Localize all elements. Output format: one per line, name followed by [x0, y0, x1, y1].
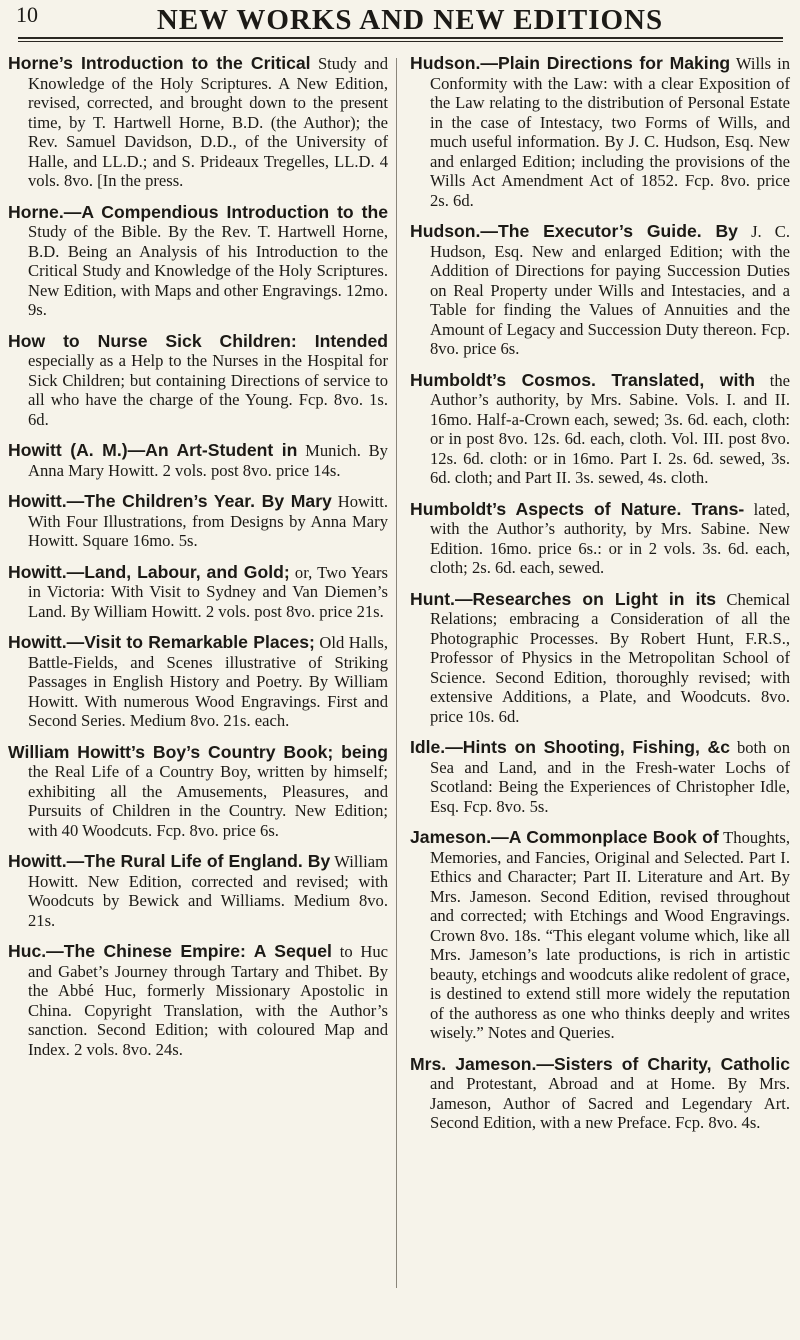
entry-text: J. C. Hudson, Esq. New and enlarged Edition; with the Addition of Directions for paying Succession Duties on Real Property under Wills and Intestacies, and a Table for finding the Values of Annuities and the Amount of Legacy and Succession Duty thereon. Fcp. 8vo. price 6s.: [430, 222, 790, 358]
entry-heading: Howitt.—Visit to Remarkable Places;: [8, 632, 315, 652]
entry-text: Thoughts, Memories, and Fancies, Original and Selected. Part I. Ethics and Character; Part II. Literature and Art. By Mrs. Jameson. Second Edition, revised throughout and corrected; with Etchings and Wood Engravings. Crown 8vo. 18s. “This elegant volume which, like all Mrs. Jameson’s late productions, is rich in artistic beauty, etchings and woodcuts alike redolent of grace, is destined to extend still more widely the reputation of the authoress as one who thinks deeply and writes wisely.” Notes and Queries.: [430, 828, 790, 1042]
catalogue-entry: [410, 371, 790, 488]
entry-heading: Howitt.—Land, Labour, and Gold;: [8, 561, 290, 582]
catalogue-entry: [8, 203, 388, 320]
entry-text: Old Halls, Battle-Fields, and Scenes illustrative of Striking Passages in English History and Poetry. By William Howitt. With numerous Wood Engravings. First and Second Series. Medium 8vo. 21s. each.: [28, 633, 388, 730]
catalogue-entry: [410, 54, 790, 210]
entry-heading: How to Nurse Sick Children: Intended: [8, 330, 388, 351]
entry-text: Howitt. With Four Illustrations, from Designs by Anna Mary Howitt. Square 16mo. 5s.: [28, 492, 388, 550]
left-column: [8, 54, 388, 1071]
entry-text: or, Two Years in Victoria: With Visit to Sydney and Van Diemen’s Land. By William Howitt. 2 vols. post 8vo. price 21s.: [28, 562, 388, 621]
entry-heading: Howitt (A. M.)—An Art-Student in: [8, 440, 298, 460]
catalogue-entry: [410, 500, 790, 578]
entry-text: Wills in Conformity with the Law: with a clear Exposition of the Law relating to the distribution of Personal Estate in the case of Intestacy, two Forms of Wills, and much useful information. By J. C. Hudson, Esq. New and enlarged Edition; including the provisions of the Wills Act Amendment Act of 1852. Fcp. 8vo. price 2s. 6d.: [430, 54, 790, 210]
entry-heading: Horne.—A Compendious Introduction to the: [8, 201, 388, 222]
entry-text: Chemical Relations; embracing a Consideration of all the Photographic Processes. By Robert Hunt, F.R.S., Professor of Physics in the Metropolitan School of Science. Second Edition, thoroughly revised; with extensive Additions, a Plate, and Woodcuts. 8vo. price 10s. 6d.: [430, 589, 790, 726]
header-rule-thin: [18, 41, 783, 42]
entry-heading: Hudson.—Plain Directions for Making: [410, 53, 731, 73]
catalogue-entry: [8, 332, 388, 430]
entry-heading: Idle.—Hints on Shooting, Fishing, &c: [410, 737, 731, 757]
entry-heading: Horne’s Introduction to the Critical: [8, 53, 311, 73]
catalogue-entry: [410, 590, 790, 727]
catalogue-entry: [8, 54, 388, 191]
catalogue-entry: [410, 222, 790, 359]
catalogue-entry: [410, 738, 790, 816]
entry-text: Munich. By Anna Mary Howitt. 2 vols. post 8vo. price 14s.: [28, 441, 388, 480]
catalogue-entry: [8, 492, 388, 551]
entry-heading: Mrs. Jameson.—Sisters of Charity, Catholic: [410, 1053, 790, 1074]
entry-heading: Hunt.—Researches on Light in its: [410, 588, 717, 609]
catalogue-entry: [410, 1055, 790, 1133]
entry-text: both on Sea and Land, and in the Fresh-water Lochs of Scotland: Being the Experiences of Christopher Idle, Esq. Fcp. 8vo. 5s.: [430, 738, 790, 816]
entry-text: Study of the Bible. By the Rev. T. Hartwell Horne, B.D. Being an Analysis of his Introduction to the Critical Study and Knowledge of the Holy Scriptures. New Edition, with Maps and other Engravings. 12mo. 9s.: [28, 222, 388, 319]
entry-heading: Howitt.—The Children’s Year. By Mary: [8, 491, 332, 511]
entry-heading: Huc.—The Chinese Empire: A Sequel: [8, 941, 332, 961]
entry-text: lated, with the Author’s authority, by Mrs. Sabine. New Edition. 16mo. price 6s.: or in 2 vols. 3s. 6d. each, cloth; 2s. 6d. each, sewed.: [430, 499, 790, 577]
catalogue-entry: [410, 828, 790, 1043]
entry-heading: Jameson.—A Commonplace Book of: [410, 827, 719, 847]
catalogue-entry: [8, 441, 388, 480]
entry-heading: Howitt.—The Rural Life of England. By: [8, 851, 331, 871]
entry-heading: Humboldt’s Cosmos. Translated, with: [410, 369, 755, 390]
entry-text: the Real Life of a Country Boy, written by himself; exhibiting all the Amusements, Pleasures, and Pursuits of Children in the Country. New Edition; with 40 Woodcuts. Fcp. 8vo. price 6s.: [28, 762, 388, 840]
entry-text: William Howitt. New Edition, corrected and revised; with Woodcuts by Bewick and Williams. Medium 8vo. 21s.: [28, 852, 388, 930]
running-title: NEW WORKS AND NEW EDITIONS: [156, 4, 664, 36]
header-rule: [18, 37, 783, 39]
catalogue-entry: [8, 743, 388, 841]
entry-heading: William Howitt’s Boy’s Country Book; being: [8, 741, 388, 762]
entry-text: to Huc and Gabet’s Journey through Tartary and Thibet. By the Abbé Huc, formerly Missionary Apostolic in China. Copyright Translation, with the Author’s sanction. Second Edition; with coloured Map and Index. 2 vols. 8vo. 24s.: [28, 942, 388, 1059]
page-number: 10: [16, 2, 38, 27]
catalogue-entry: [8, 942, 388, 1059]
catalogue-entry: [8, 633, 388, 731]
column-divider: [396, 58, 397, 1288]
entry-text: the Author’s authority, by Mrs. Sabine. Vols. I. and II. 16mo. Half-a-Crown each, sewed; 3s. 6d. each, cloth: or in post 8vo. 12s. 6d. each, cloth. Vol. III. post 8vo. 12s. 6d. cloth: or in 16mo. Part I. 2s. 6d. sewed, 3s. 6d. cloth; and Part II. 3s. sewed, 4s. cloth.: [430, 370, 791, 487]
entry-heading: Humboldt’s Aspects of Nature. Trans-: [410, 498, 745, 519]
entry-text: especially as a Help to the Nurses in the Hospital for Sick Children; but containing Directions of service to all who have the charge of the Young. Fcp. 8vo. 1s. 6d.: [28, 351, 388, 429]
catalogue-entry: [8, 563, 388, 622]
catalogue-entry: [8, 852, 388, 930]
entry-text: Study and Knowledge of the Holy Scriptures. A New Edition, revised, corrected, and brought down to the present time, by T. Hartwell Horne, B.D. (the Author); the Rev. Samuel Davidson, D.D., of the University of Halle, and LL.D.; and S. Prideaux Tregelles, LL.D. 4 vols. 8vo. [In the press.: [28, 54, 388, 190]
entry-heading: Hudson.—The Executor’s Guide. By: [410, 221, 738, 241]
entry-text: and Protestant, Abroad and at Home. By Mrs. Jameson, Author of Sacred and Legendary Art. Second Edition, with a new Preface. Fcp. 8vo. 4s.: [430, 1074, 790, 1132]
right-column: [410, 54, 790, 1145]
